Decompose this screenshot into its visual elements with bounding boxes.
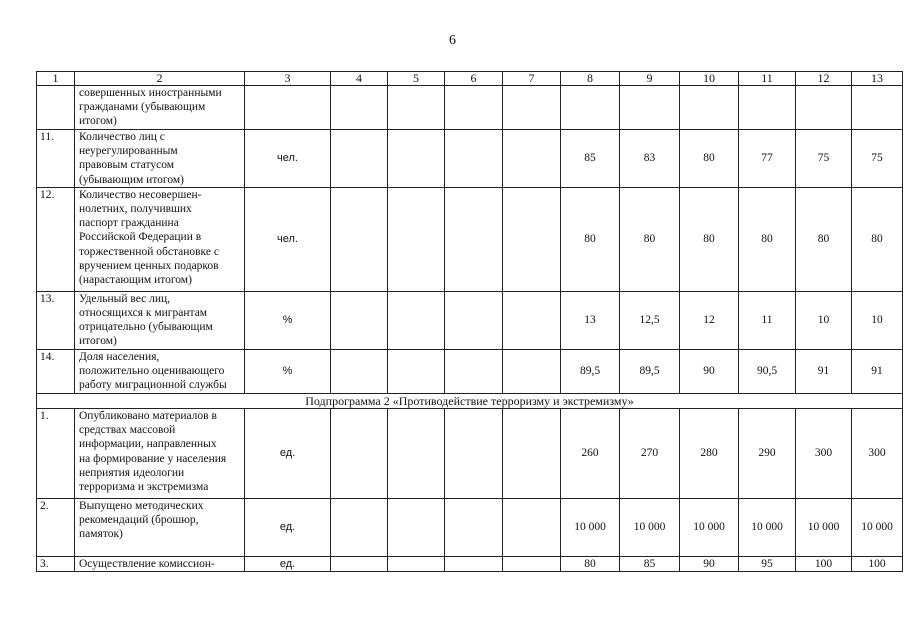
unit-cell: чел.	[245, 187, 331, 291]
value-cell: 300	[852, 409, 903, 499]
empty-cell	[503, 130, 561, 188]
table-row	[37, 291, 903, 349]
row-number	[37, 86, 75, 130]
value-cell: 10 000	[852, 499, 903, 557]
value-cell: 89,5	[561, 349, 620, 393]
empty-cell	[503, 409, 561, 499]
empty-cell	[445, 187, 503, 291]
unit-cell: ед.	[245, 409, 331, 499]
value-cell: 80	[620, 187, 680, 291]
value-cell: 13	[561, 291, 620, 349]
page-number: 6	[449, 33, 456, 48]
value-cell	[796, 86, 852, 130]
table-row	[37, 557, 903, 572]
row-number: 2.	[37, 499, 75, 557]
col-header: 9	[620, 72, 680, 86]
empty-cell	[503, 291, 561, 349]
value-cell: 10 000	[620, 499, 680, 557]
empty-cell	[445, 499, 503, 557]
indicator-name: Удельный вес лиц, относящихся к мигрантам отрицательно (убывающим итогом)	[75, 291, 245, 349]
table-row	[37, 130, 903, 188]
value-cell: 80	[561, 557, 620, 572]
col-header: 3	[245, 72, 331, 86]
unit-cell: чел.	[245, 130, 331, 188]
unit-cell	[245, 86, 331, 130]
value-cell: 10 000	[561, 499, 620, 557]
value-cell: 91	[796, 349, 852, 393]
value-cell: 10 000	[680, 499, 739, 557]
empty-cell	[388, 130, 445, 188]
empty-cell	[388, 187, 445, 291]
value-cell: 80	[680, 187, 739, 291]
table-row	[37, 409, 903, 499]
subprogram-title: Подпрограмма 2 «Противодействие терроризму и экстремизму»	[37, 393, 903, 408]
value-cell: 80	[739, 187, 796, 291]
row-number: 12.	[37, 187, 75, 291]
row-number: 11.	[37, 130, 75, 188]
indicator-name: совершенных иностранными гражданами (убывающим итогом)	[75, 86, 245, 130]
col-header: 5	[388, 72, 445, 86]
empty-cell	[503, 187, 561, 291]
col-header: 10	[680, 72, 739, 86]
unit-cell: %	[245, 291, 331, 349]
value-cell: 85	[620, 557, 680, 572]
row-number: 3.	[37, 557, 75, 572]
empty-cell	[331, 499, 388, 557]
col-header: 11	[739, 72, 796, 86]
value-cell: 91	[852, 349, 903, 393]
empty-cell	[388, 86, 445, 130]
value-cell	[561, 86, 620, 130]
value-cell: 75	[796, 130, 852, 188]
col-header: 1	[37, 72, 75, 86]
value-cell: 300	[796, 409, 852, 499]
indicator-name: Количество лиц с неурегулированным правовым статусом (убывающим итогом)	[75, 130, 245, 188]
indicators-table	[36, 71, 903, 572]
value-cell: 10	[852, 291, 903, 349]
row-number: 14.	[37, 349, 75, 393]
value-cell: 90,5	[739, 349, 796, 393]
value-cell	[680, 86, 739, 130]
value-cell	[620, 86, 680, 130]
value-cell: 80	[852, 187, 903, 291]
indicator-name: Доля населения, положительно оценивающего работу миграционной службы	[75, 349, 245, 393]
table-row	[37, 86, 903, 130]
empty-cell	[445, 557, 503, 572]
row-number: 13.	[37, 291, 75, 349]
col-header: 7	[503, 72, 561, 86]
table-row	[37, 187, 903, 291]
value-cell: 260	[561, 409, 620, 499]
empty-cell	[503, 86, 561, 130]
value-cell: 10 000	[796, 499, 852, 557]
empty-cell	[388, 349, 445, 393]
empty-cell	[331, 557, 388, 572]
value-cell: 270	[620, 409, 680, 499]
value-cell	[852, 86, 903, 130]
col-header: 13	[852, 72, 903, 86]
empty-cell	[445, 291, 503, 349]
value-cell: 75	[852, 130, 903, 188]
indicator-name: Опубликовано материалов в средствах массовой информации, направленных на формирование у населения неприятия идеологии терроризма и экстремизма	[75, 409, 245, 499]
value-cell: 80	[561, 187, 620, 291]
empty-cell	[331, 187, 388, 291]
empty-cell	[331, 409, 388, 499]
unit-cell: %	[245, 349, 331, 393]
empty-cell	[503, 557, 561, 572]
value-cell: 11	[739, 291, 796, 349]
empty-cell	[388, 409, 445, 499]
value-cell: 95	[739, 557, 796, 572]
value-cell: 280	[680, 409, 739, 499]
unit-cell: ед.	[245, 499, 331, 557]
value-cell: 90	[680, 349, 739, 393]
empty-cell	[503, 349, 561, 393]
value-cell: 80	[796, 187, 852, 291]
indicator-name: Выпущено методических рекомендаций (брошюр, памяток)	[75, 499, 245, 557]
subprogram-row	[37, 393, 903, 408]
value-cell: 100	[852, 557, 903, 572]
value-cell	[739, 86, 796, 130]
value-cell: 12	[680, 291, 739, 349]
value-cell: 90	[680, 557, 739, 572]
empty-cell	[503, 499, 561, 557]
table-row	[37, 349, 903, 393]
indicator-name: Осуществление комиссион-	[75, 557, 245, 572]
value-cell: 89,5	[620, 349, 680, 393]
col-header: 8	[561, 72, 620, 86]
col-header: 6	[445, 72, 503, 86]
col-header: 12	[796, 72, 852, 86]
empty-cell	[331, 349, 388, 393]
empty-cell	[388, 499, 445, 557]
value-cell: 10 000	[739, 499, 796, 557]
value-cell: 10	[796, 291, 852, 349]
empty-cell	[445, 349, 503, 393]
indicator-name: Количество несовершен- нолетних, получивших паспорт гражданина Российской Федерации в торжественной обстановке с вручением ценных подарков (нарастающим итогом)	[75, 187, 245, 291]
empty-cell	[331, 291, 388, 349]
empty-cell	[331, 86, 388, 130]
empty-cell	[445, 130, 503, 188]
value-cell: 290	[739, 409, 796, 499]
empty-cell	[388, 557, 445, 572]
row-number: 1.	[37, 409, 75, 499]
col-header: 4	[331, 72, 388, 86]
empty-cell	[445, 409, 503, 499]
table-row	[37, 499, 903, 557]
unit-cell: ед.	[245, 557, 331, 572]
value-cell: 83	[620, 130, 680, 188]
value-cell: 77	[739, 130, 796, 188]
empty-cell	[445, 86, 503, 130]
empty-cell	[388, 291, 445, 349]
col-header: 2	[75, 72, 245, 86]
value-cell: 85	[561, 130, 620, 188]
value-cell: 100	[796, 557, 852, 572]
header-row	[37, 72, 903, 86]
value-cell: 80	[680, 130, 739, 188]
empty-cell	[331, 130, 388, 188]
value-cell: 12,5	[620, 291, 680, 349]
